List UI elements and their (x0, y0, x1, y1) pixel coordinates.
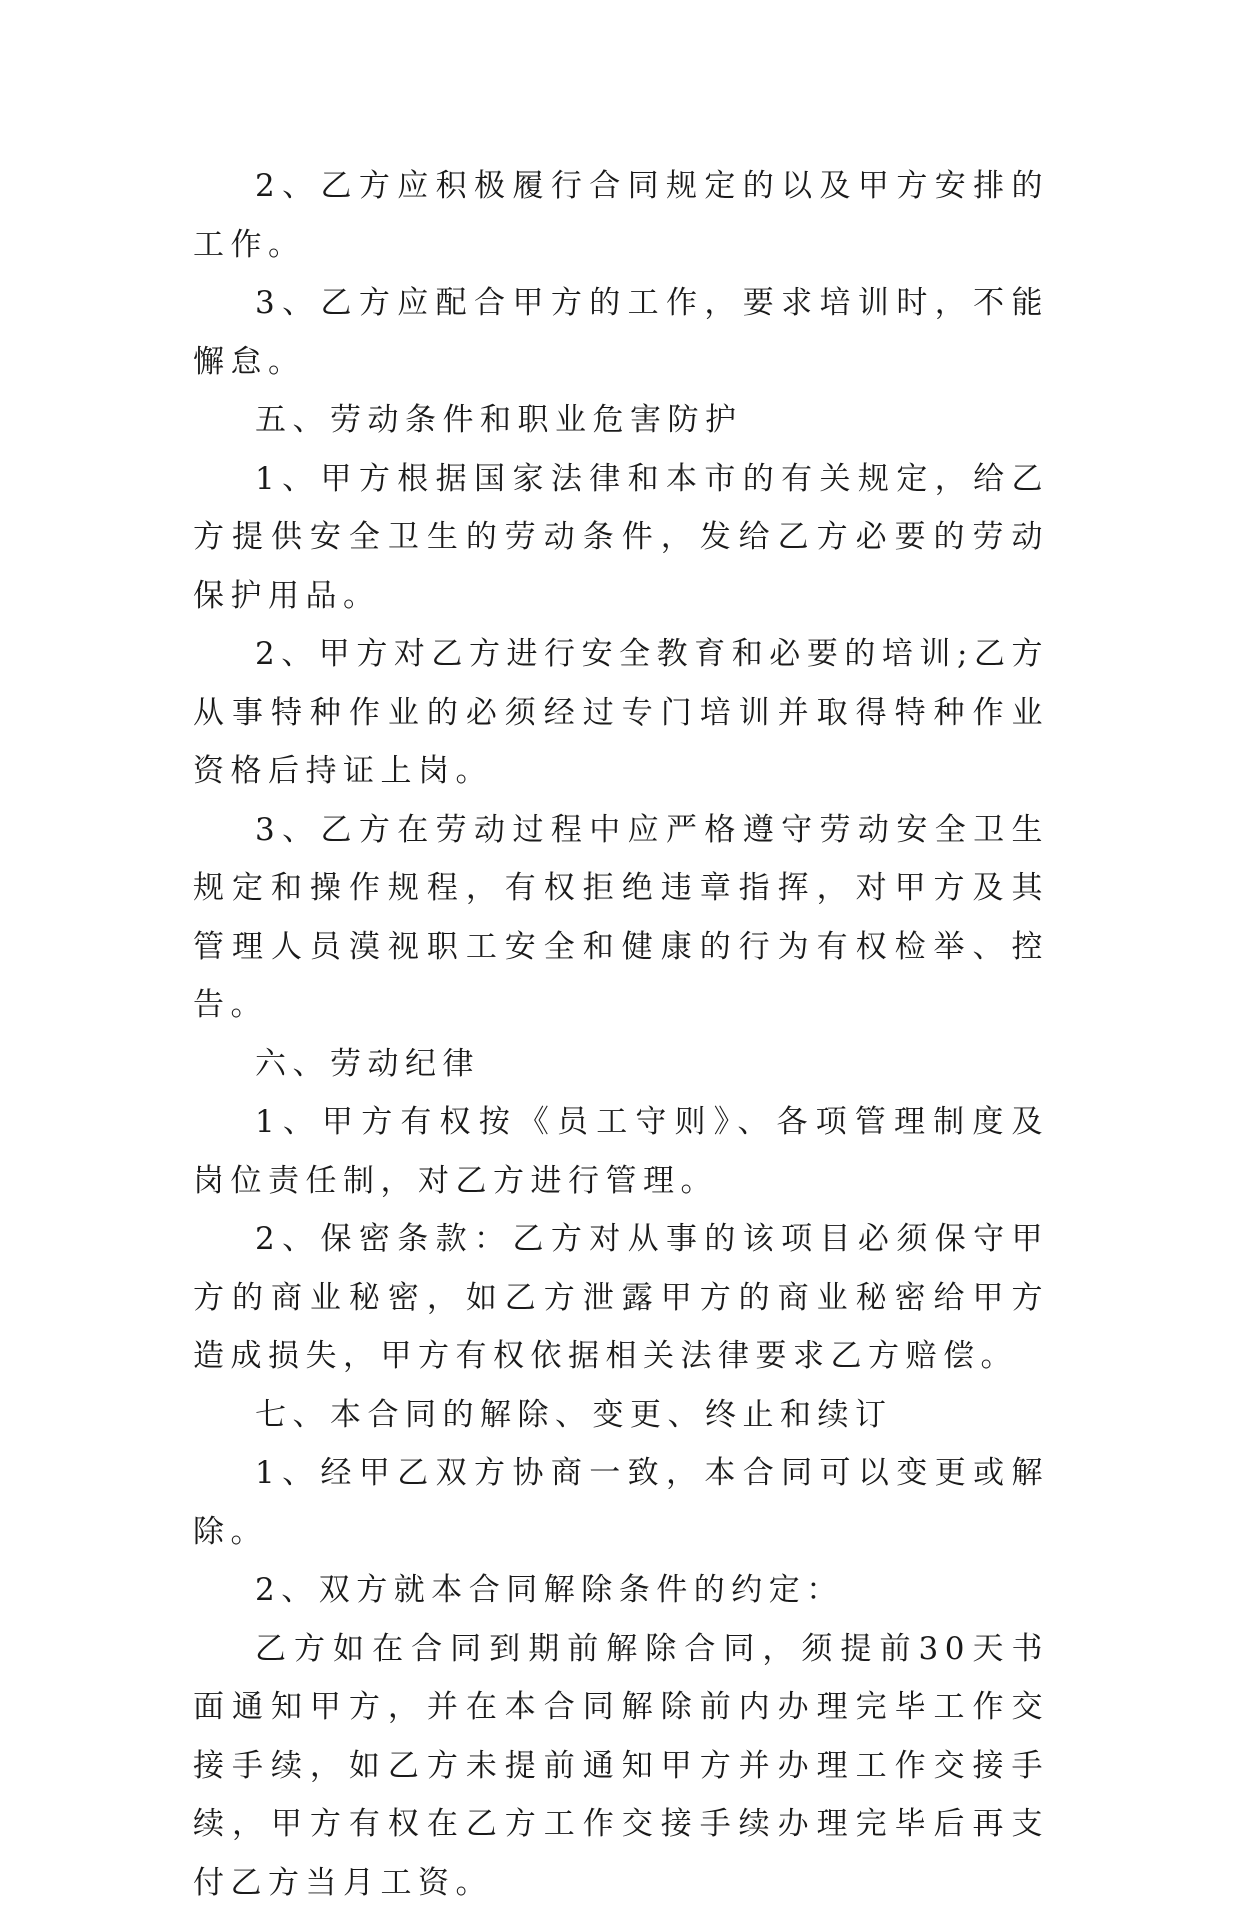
paragraph-clause-6-2: 2、保密条款：乙方对从事的该项目必须保守甲方的商业秘密，如乙方泄露甲方的商业秘密给甲方造成损失，甲方有权依据相关法律要求乙方赔偿。 (193, 1210, 1049, 1386)
section-heading-5: 五、劳动条件和职业危害防护 (193, 391, 1049, 450)
paragraph-clause-6-1: 1、甲方有权按《员工守则》、各项管理制度及岗位责任制，对乙方进行管理。 (193, 1093, 1049, 1210)
section-heading-6: 六、劳动纪律 (193, 1035, 1049, 1094)
paragraph-clause-7-2: 2、双方就本合同解除条件的约定： (193, 1561, 1049, 1620)
paragraph-clause-7-1: 1、经甲乙双方协商一致，本合同可以变更或解除。 (193, 1444, 1049, 1561)
section-heading-7: 七、本合同的解除、变更、终止和续订 (193, 1386, 1049, 1445)
paragraph-clause-5-2: 2、甲方对乙方进行安全教育和必要的培训;乙方从事特种作业的必须经过专门培训并取得特种作业资格后持证上岗。 (193, 625, 1049, 801)
paragraph-clause-7-2-detail: 乙方如在合同到期前解除合同，须提前30天书面通知甲方，并在本合同解除前内办理完毕工作交接手续，如乙方未提前通知甲方并办理工作交接手续，甲方有权在乙方工作交接手续办理完毕后再支付乙方当月工资。 (193, 1620, 1049, 1912)
paragraph-clause-5-1: 1、甲方根据国家法律和本市的有关规定，给乙方提供安全卫生的劳动条件，发给乙方必要的劳动保护用品。 (193, 450, 1049, 626)
paragraph-clause-5-3: 3、乙方在劳动过程中应严格遵守劳动安全卫生规定和操作规程，有权拒绝违章指挥，对甲方及其管理人员漠视职工安全和健康的行为有权检举、控告。 (193, 801, 1049, 1035)
paragraph-clause-4-3: 3、乙方应配合甲方的工作，要求培训时，不能懈怠。 (193, 274, 1049, 391)
paragraph-clause-4-2: 2、乙方应积极履行合同规定的以及甲方安排的工作。 (193, 157, 1049, 274)
document-body (193, 157, 1049, 1912)
